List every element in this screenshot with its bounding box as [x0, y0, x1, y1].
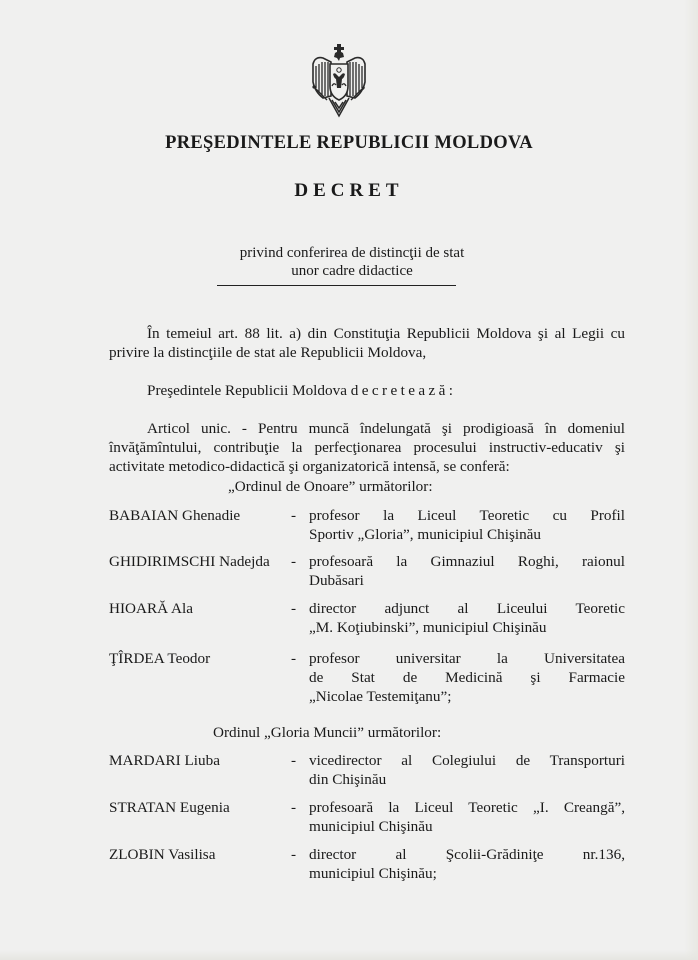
recipient-description: [309, 752, 625, 790]
description-line: director al Şcolii-Grădiniţe nr.136,: [309, 846, 625, 863]
coat-of-arms-icon: [309, 42, 369, 118]
recipient-description: [309, 650, 625, 706]
order-heading: „Ordinul de Onoare” următorilor:: [228, 478, 433, 495]
recipient-description: [309, 507, 625, 545]
description-line: profesoară la Liceul Teoretic „I. Creangă”,: [309, 799, 625, 816]
recipient-description: [309, 553, 625, 591]
dash: -: [291, 846, 297, 863]
recipient-name: GHIDIRIMSCHI Nadejda: [109, 553, 270, 570]
recipient-description: [309, 600, 625, 638]
description-line: municipiul Chişinău;: [309, 864, 437, 882]
dash: -: [291, 507, 297, 524]
description-line: vicedirector al Colegiului de Transporturi: [309, 752, 625, 769]
dash: -: [291, 600, 297, 617]
description-line: „M. Koţiubinski”, municipiul Chişinău: [309, 618, 547, 636]
dash: -: [291, 650, 297, 667]
description-line: profesor universitar la Universitatea: [309, 650, 625, 667]
recipient-name: HIOARĂ Ala: [109, 600, 193, 617]
decrees-verb: decretează: [350, 382, 449, 399]
subject-line: privind conferirea de distincţii de stat: [239, 245, 465, 261]
description-line: Sportiv „Gloria”, municipiul Chişinău: [309, 525, 542, 543]
recipient-description: [309, 846, 625, 884]
decrees-prefix: Preşedintele Republicii Moldova: [147, 382, 351, 399]
recipient-name: ZLOBIN Vasilisa: [109, 846, 216, 863]
order-heading: Ordinul „Gloria Muncii” următorilor:: [213, 724, 442, 741]
recipient-name: MARDARI Liuba: [109, 752, 220, 769]
decree-subject: [200, 244, 504, 280]
description-line: „Nicolae Testemiţanu”;: [309, 687, 452, 705]
description-line: director adjunct al Liceului Teoretic: [309, 600, 625, 617]
recipient-name: STRATAN Eugenia: [109, 799, 230, 816]
description-line: din Chişinău: [309, 770, 387, 788]
dash: -: [291, 799, 297, 816]
page-edge-shadow: [0, 950, 698, 960]
recipient-name: ŢÎRDEA Teodor: [109, 650, 211, 667]
recipient-name: BABAIAN Ghenadie: [109, 507, 241, 524]
decrees-paragraph: [109, 382, 625, 401]
subject-underline: [217, 285, 456, 286]
description-line: profesoară la Gimnaziul Roghi, raionul: [309, 553, 625, 570]
preamble-paragraph: [109, 325, 625, 363]
decree-title: DECRET: [294, 180, 404, 201]
description-line: profesor la Liceul Teoretic cu Profil: [309, 507, 625, 524]
description-line: Dubăsari: [309, 571, 364, 589]
recipient-description: [309, 799, 625, 837]
subject-line: unor cadre didactice: [291, 263, 413, 279]
decrees-suffix: :: [448, 382, 454, 399]
description-line: municipiul Chişinău: [309, 817, 433, 835]
institution-heading: PREŞEDINTELE REPUBLICII MOLDOVA: [165, 133, 533, 153]
article-paragraph: [109, 420, 625, 476]
article-text: Articol unic. - Pentru muncă îndelungată şi prodigioasă în domeniul învăţămîntului, contribuţie la perfecţionarea procesului instructiv-educativ şi activitate metodico-didactică şi organizatorică intensă, se conferă:: [109, 420, 625, 475]
dash: -: [291, 752, 297, 769]
preamble-text: În temeiul art. 88 lit. a) din Constituţia Republicii Moldova şi al Legii cu privire la distincţiile de stat ale Republicii Moldova,: [109, 325, 625, 361]
page-edge-shadow: [684, 0, 698, 960]
dash: -: [291, 553, 297, 570]
description-line: de Stat de Medicină şi Farmacie: [309, 668, 625, 686]
